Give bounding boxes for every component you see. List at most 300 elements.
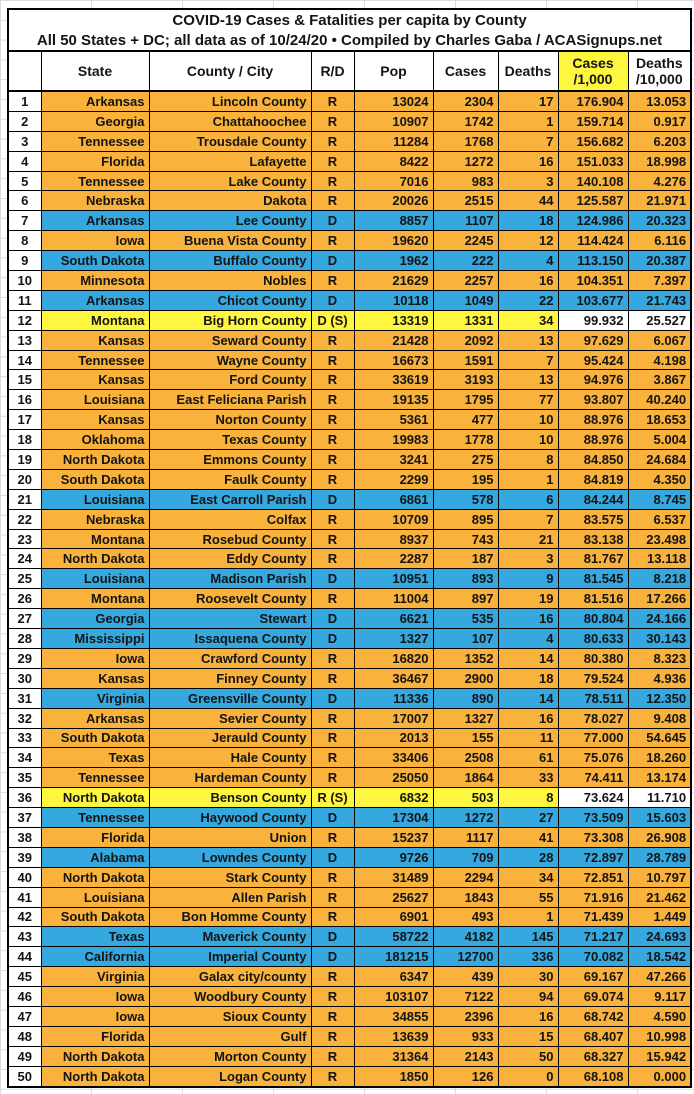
table-row	[8, 788, 691, 808]
cell-deaths-per-10000: 10.998	[628, 1026, 691, 1046]
cell-pop: 15237	[354, 827, 433, 847]
cell-pop: 33406	[354, 748, 433, 768]
cell-rd: R	[311, 370, 354, 390]
cell-county: Madison Parish	[149, 569, 311, 589]
cell-deaths: 15	[498, 1026, 558, 1046]
cell-state: California	[41, 947, 149, 967]
cell-rank: 16	[8, 390, 41, 410]
cell-rd: R	[311, 151, 354, 171]
cell-cases-per-1000: 71.217	[558, 927, 628, 947]
cell-rd: R	[311, 111, 354, 131]
cell-state: Arkansas	[41, 290, 149, 310]
cell-county: Imperial County	[149, 947, 311, 967]
table-row	[8, 509, 691, 529]
cell-state: Arkansas	[41, 708, 149, 728]
table-row	[8, 768, 691, 788]
cell-deaths: 4	[498, 629, 558, 649]
cell-rd: D	[311, 609, 354, 629]
cell-deaths: 14	[498, 648, 558, 668]
cell-rank: 3	[8, 131, 41, 151]
cell-county: Stewart	[149, 609, 311, 629]
cell-cases-per-1000: 84.819	[558, 469, 628, 489]
cell-deaths: 8	[498, 788, 558, 808]
cell-rd: D	[311, 688, 354, 708]
cell-deaths: 30	[498, 967, 558, 987]
cell-cases-per-1000: 176.904	[558, 91, 628, 111]
cell-deaths: 6	[498, 489, 558, 509]
cell-rd: D	[311, 927, 354, 947]
cell-cases: 493	[433, 907, 498, 927]
cell-cases: 4182	[433, 927, 498, 947]
cell-deaths-per-10000: 6.116	[628, 231, 691, 251]
cell-pop: 10118	[354, 290, 433, 310]
cell-deaths-per-10000: 47.266	[628, 967, 691, 987]
cell-county: Morton County	[149, 1046, 311, 1066]
table-row	[8, 529, 691, 549]
cell-cases-per-1000: 99.932	[558, 310, 628, 330]
cell-rd: D	[311, 947, 354, 967]
col-header-state: State	[41, 51, 149, 91]
cell-cases-per-1000: 104.351	[558, 271, 628, 291]
cell-cases-per-1000: 124.986	[558, 211, 628, 231]
cell-cases-per-1000: 71.439	[558, 907, 628, 927]
cell-deaths: 61	[498, 748, 558, 768]
table-row	[8, 648, 691, 668]
table-row	[8, 310, 691, 330]
cell-pop: 11284	[354, 131, 433, 151]
cell-deaths: 1	[498, 469, 558, 489]
cell-county: Colfax	[149, 509, 311, 529]
cell-pop: 8857	[354, 211, 433, 231]
cell-rank: 50	[8, 1066, 41, 1086]
cell-cases-per-1000: 80.633	[558, 629, 628, 649]
cell-deaths: 3	[498, 549, 558, 569]
cell-deaths-per-10000: 20.323	[628, 211, 691, 231]
cell-cases-per-1000: 74.411	[558, 768, 628, 788]
table-row	[8, 370, 691, 390]
table-subtitle-row	[8, 30, 691, 51]
cell-rank: 47	[8, 1006, 41, 1026]
cell-deaths: 55	[498, 887, 558, 907]
cell-pop: 25050	[354, 768, 433, 788]
covid-county-table	[7, 8, 692, 1088]
table-body	[8, 91, 691, 1087]
cell-pop: 17304	[354, 808, 433, 828]
col-header-county: County / City	[149, 51, 311, 91]
cell-rank: 7	[8, 211, 41, 231]
cell-state: South Dakota	[41, 251, 149, 271]
col-header-deaths: Deaths	[498, 51, 558, 91]
cell-deaths-per-10000: 26.908	[628, 827, 691, 847]
cell-rank: 15	[8, 370, 41, 390]
cell-rd: D	[311, 251, 354, 271]
cell-pop: 19620	[354, 231, 433, 251]
cell-deaths: 336	[498, 947, 558, 967]
cell-rd: R (S)	[311, 788, 354, 808]
cell-rank: 27	[8, 609, 41, 629]
cell-state: Virginia	[41, 688, 149, 708]
cell-cases-per-1000: 88.976	[558, 410, 628, 430]
cell-cases: 2092	[433, 330, 498, 350]
cell-cases: 709	[433, 847, 498, 867]
cell-deaths: 22	[498, 290, 558, 310]
cell-rank: 25	[8, 569, 41, 589]
cell-county: Chicot County	[149, 290, 311, 310]
cell-state: North Dakota	[41, 867, 149, 887]
cell-deaths-per-10000: 8.745	[628, 489, 691, 509]
cell-state: Iowa	[41, 1006, 149, 1026]
cell-deaths: 0	[498, 1066, 558, 1086]
cell-rank: 37	[8, 808, 41, 828]
cell-state: Oklahoma	[41, 430, 149, 450]
cell-state: Nebraska	[41, 509, 149, 529]
cell-deaths: 18	[498, 668, 558, 688]
cell-county: Woodbury County	[149, 987, 311, 1007]
cell-rd: R	[311, 131, 354, 151]
cell-cases: 897	[433, 589, 498, 609]
table-row	[8, 728, 691, 748]
cell-deaths: 27	[498, 808, 558, 828]
cell-rank: 39	[8, 847, 41, 867]
cell-deaths: 7	[498, 131, 558, 151]
col-header-deaths-per-10000-line1: Deaths	[635, 55, 683, 71]
cell-rank: 46	[8, 987, 41, 1007]
cell-rank: 48	[8, 1026, 41, 1046]
cell-cases: 1795	[433, 390, 498, 410]
cell-rank: 44	[8, 947, 41, 967]
cell-cases-per-1000: 81.767	[558, 549, 628, 569]
cell-county: Wayne County	[149, 350, 311, 370]
cell-rd: R	[311, 827, 354, 847]
cell-rd: R	[311, 748, 354, 768]
table-row	[8, 171, 691, 191]
cell-deaths-per-10000: 21.743	[628, 290, 691, 310]
cell-cases: 895	[433, 509, 498, 529]
col-header-cases: Cases	[433, 51, 498, 91]
cell-state: Tennessee	[41, 350, 149, 370]
cell-cases: 503	[433, 788, 498, 808]
table-row	[8, 330, 691, 350]
table-title: COVID-19 Cases & Fatalities per capita by County	[8, 9, 691, 30]
cell-cases: 1768	[433, 131, 498, 151]
cell-cases-per-1000: 80.380	[558, 648, 628, 668]
cell-cases: 1591	[433, 350, 498, 370]
cell-rd: D (S)	[311, 310, 354, 330]
cell-county: Crawford County	[149, 648, 311, 668]
cell-deaths: 13	[498, 330, 558, 350]
cell-pop: 1327	[354, 629, 433, 649]
cell-state: South Dakota	[41, 907, 149, 927]
cell-cases-per-1000: 94.976	[558, 370, 628, 390]
cell-cases-per-1000: 68.407	[558, 1026, 628, 1046]
cell-rank: 10	[8, 271, 41, 291]
cell-cases: 2143	[433, 1046, 498, 1066]
cell-rank: 2	[8, 111, 41, 131]
cell-rank: 31	[8, 688, 41, 708]
cell-pop: 13319	[354, 310, 433, 330]
cell-rd: R	[311, 967, 354, 987]
cell-cases: 535	[433, 609, 498, 629]
table-row	[8, 251, 691, 271]
cell-rd: R	[311, 728, 354, 748]
cell-deaths-per-10000: 9.117	[628, 987, 691, 1007]
cell-county: Galax city/county	[149, 967, 311, 987]
cell-cases: 933	[433, 1026, 498, 1046]
cell-rank: 43	[8, 927, 41, 947]
cell-deaths-per-10000: 13.174	[628, 768, 691, 788]
cell-pop: 6832	[354, 788, 433, 808]
cell-deaths-per-10000: 18.542	[628, 947, 691, 967]
cell-deaths-per-10000: 4.936	[628, 668, 691, 688]
cell-state: Alabama	[41, 847, 149, 867]
cell-rd: R	[311, 1006, 354, 1026]
cell-county: Bon Homme County	[149, 907, 311, 927]
cell-deaths-per-10000: 21.462	[628, 887, 691, 907]
cell-cases-per-1000: 72.851	[558, 867, 628, 887]
cell-deaths-per-10000: 8.218	[628, 569, 691, 589]
cell-rd: R	[311, 231, 354, 251]
cell-cases-per-1000: 71.916	[558, 887, 628, 907]
cell-cases: 2515	[433, 191, 498, 211]
table-row	[8, 271, 691, 291]
cell-cases: 1049	[433, 290, 498, 310]
cell-cases-per-1000: 151.033	[558, 151, 628, 171]
cell-deaths: 7	[498, 509, 558, 529]
cell-deaths-per-10000: 12.350	[628, 688, 691, 708]
cell-deaths: 1	[498, 111, 558, 131]
cell-rank: 24	[8, 549, 41, 569]
cell-cases: 107	[433, 629, 498, 649]
cell-cases-per-1000: 70.082	[558, 947, 628, 967]
cell-cases-per-1000: 73.624	[558, 788, 628, 808]
cell-pop: 6901	[354, 907, 433, 927]
cell-deaths-per-10000: 6.537	[628, 509, 691, 529]
cell-pop: 181215	[354, 947, 433, 967]
cell-deaths-per-10000: 8.323	[628, 648, 691, 668]
col-header-cases-per-1000-line2: /1,000	[573, 71, 613, 87]
cell-rank: 49	[8, 1046, 41, 1066]
cell-rd: R	[311, 549, 354, 569]
cell-pop: 5361	[354, 410, 433, 430]
cell-cases: 2900	[433, 668, 498, 688]
cell-pop: 21629	[354, 271, 433, 291]
cell-county: Lincoln County	[149, 91, 311, 111]
cell-rank: 29	[8, 648, 41, 668]
cell-state: Louisiana	[41, 887, 149, 907]
cell-deaths-per-10000: 25.527	[628, 310, 691, 330]
cell-rank: 13	[8, 330, 41, 350]
table-row	[8, 410, 691, 430]
cell-state: Kansas	[41, 668, 149, 688]
cell-pop: 6347	[354, 967, 433, 987]
cell-county: Hale County	[149, 748, 311, 768]
cell-cases-per-1000: 75.076	[558, 748, 628, 768]
cell-state: Tennessee	[41, 808, 149, 828]
cell-rd: R	[311, 410, 354, 430]
cell-cases: 1864	[433, 768, 498, 788]
cell-deaths-per-10000: 15.942	[628, 1046, 691, 1066]
table-row	[8, 867, 691, 887]
cell-pop: 13024	[354, 91, 433, 111]
table-row	[8, 827, 691, 847]
cell-rd: D	[311, 847, 354, 867]
cell-county: Eddy County	[149, 549, 311, 569]
cell-state: Montana	[41, 529, 149, 549]
cell-cases: 1327	[433, 708, 498, 728]
cell-deaths: 21	[498, 529, 558, 549]
cell-deaths: 10	[498, 430, 558, 450]
cell-cases: 1272	[433, 808, 498, 828]
cell-cases-per-1000: 73.308	[558, 827, 628, 847]
cell-deaths: 8	[498, 450, 558, 470]
cell-rd: D	[311, 569, 354, 589]
cell-pop: 36467	[354, 668, 433, 688]
cell-state: Florida	[41, 1026, 149, 1046]
cell-deaths-per-10000: 1.449	[628, 907, 691, 927]
cell-county: Sioux County	[149, 1006, 311, 1026]
cell-cases-per-1000: 113.150	[558, 251, 628, 271]
cell-pop: 8937	[354, 529, 433, 549]
cell-pop: 19135	[354, 390, 433, 410]
cell-rank: 9	[8, 251, 41, 271]
cell-state: Louisiana	[41, 390, 149, 410]
table-row	[8, 569, 691, 589]
cell-county: Seward County	[149, 330, 311, 350]
cell-cases-per-1000: 88.976	[558, 430, 628, 450]
cell-cases: 3193	[433, 370, 498, 390]
cell-state: Georgia	[41, 111, 149, 131]
cell-pop: 31364	[354, 1046, 433, 1066]
cell-cases-per-1000: 73.509	[558, 808, 628, 828]
cell-rd: R	[311, 907, 354, 927]
cell-county: East Carroll Parish	[149, 489, 311, 509]
cell-state: Tennessee	[41, 131, 149, 151]
cell-deaths: 44	[498, 191, 558, 211]
cell-deaths: 16	[498, 708, 558, 728]
cell-deaths-per-10000: 4.198	[628, 350, 691, 370]
cell-deaths-per-10000: 24.166	[628, 609, 691, 629]
cell-pop: 10951	[354, 569, 433, 589]
cell-cases: 893	[433, 569, 498, 589]
cell-county: Benson County	[149, 788, 311, 808]
table-row	[8, 987, 691, 1007]
table-row	[8, 1066, 691, 1086]
cell-cases: 2396	[433, 1006, 498, 1026]
cell-deaths: 9	[498, 569, 558, 589]
cell-rank: 12	[8, 310, 41, 330]
cell-county: Issaquena County	[149, 629, 311, 649]
cell-county: Greensville County	[149, 688, 311, 708]
cell-deaths: 145	[498, 927, 558, 947]
col-header-rank	[8, 51, 41, 91]
cell-state: North Dakota	[41, 1046, 149, 1066]
cell-deaths-per-10000: 5.004	[628, 430, 691, 450]
cell-pop: 19983	[354, 430, 433, 450]
table-row	[8, 231, 691, 251]
cell-state: Florida	[41, 151, 149, 171]
cell-deaths-per-10000: 18.998	[628, 151, 691, 171]
cell-state: Kansas	[41, 370, 149, 390]
cell-rd: R	[311, 91, 354, 111]
cell-cases: 1352	[433, 648, 498, 668]
cell-county: Finney County	[149, 668, 311, 688]
cell-cases: 187	[433, 549, 498, 569]
cell-deaths: 18	[498, 211, 558, 231]
cell-deaths: 17	[498, 91, 558, 111]
cell-cases-per-1000: 80.804	[558, 609, 628, 629]
cell-deaths: 1	[498, 907, 558, 927]
cell-deaths: 16	[498, 271, 558, 291]
cell-pop: 11336	[354, 688, 433, 708]
table-row	[8, 1046, 691, 1066]
table-row	[8, 947, 691, 967]
cell-rank: 42	[8, 907, 41, 927]
cell-cases: 2508	[433, 748, 498, 768]
cell-deaths-per-10000: 13.053	[628, 91, 691, 111]
cell-cases: 1742	[433, 111, 498, 131]
cell-deaths-per-10000: 4.350	[628, 469, 691, 489]
cell-pop: 13639	[354, 1026, 433, 1046]
table-row	[8, 390, 691, 410]
cell-county: East Feliciana Parish	[149, 390, 311, 410]
cell-county: Buena Vista County	[149, 231, 311, 251]
cell-county: Hardeman County	[149, 768, 311, 788]
table-row	[8, 748, 691, 768]
cell-state: Texas	[41, 927, 149, 947]
cell-rd: D	[311, 629, 354, 649]
cell-state: Mississippi	[41, 629, 149, 649]
cell-pop: 58722	[354, 927, 433, 947]
cell-cases-per-1000: 159.714	[558, 111, 628, 131]
cell-state: Arkansas	[41, 91, 149, 111]
cell-county: Lowndes County	[149, 847, 311, 867]
cell-deaths: 10	[498, 410, 558, 430]
cell-cases-per-1000: 68.742	[558, 1006, 628, 1026]
cell-county: Norton County	[149, 410, 311, 430]
cell-county: Maverick County	[149, 927, 311, 947]
cell-cases: 439	[433, 967, 498, 987]
cell-state: Georgia	[41, 609, 149, 629]
table-title-row	[8, 9, 691, 30]
table-row	[8, 907, 691, 927]
cell-rd: R	[311, 469, 354, 489]
cell-pop: 21428	[354, 330, 433, 350]
cell-cases: 578	[433, 489, 498, 509]
cell-state: Tennessee	[41, 171, 149, 191]
cell-pop: 31489	[354, 867, 433, 887]
cell-rank: 14	[8, 350, 41, 370]
cell-cases-per-1000: 68.327	[558, 1046, 628, 1066]
cell-cases-per-1000: 77.000	[558, 728, 628, 748]
cell-state: Nebraska	[41, 191, 149, 211]
cell-state: North Dakota	[41, 549, 149, 569]
cell-pop: 9726	[354, 847, 433, 867]
cell-pop: 16673	[354, 350, 433, 370]
cell-deaths-per-10000: 20.387	[628, 251, 691, 271]
cell-deaths: 33	[498, 768, 558, 788]
cell-rank: 45	[8, 967, 41, 987]
col-header-deaths-per-10000-line2: /10,000	[635, 71, 683, 87]
cell-state: Louisiana	[41, 489, 149, 509]
cell-state: Florida	[41, 827, 149, 847]
cell-cases: 1117	[433, 827, 498, 847]
cell-cases: 983	[433, 171, 498, 191]
cell-rank: 38	[8, 827, 41, 847]
cell-rank: 20	[8, 469, 41, 489]
cell-rank: 40	[8, 867, 41, 887]
cell-pop: 3241	[354, 450, 433, 470]
table-row	[8, 927, 691, 947]
